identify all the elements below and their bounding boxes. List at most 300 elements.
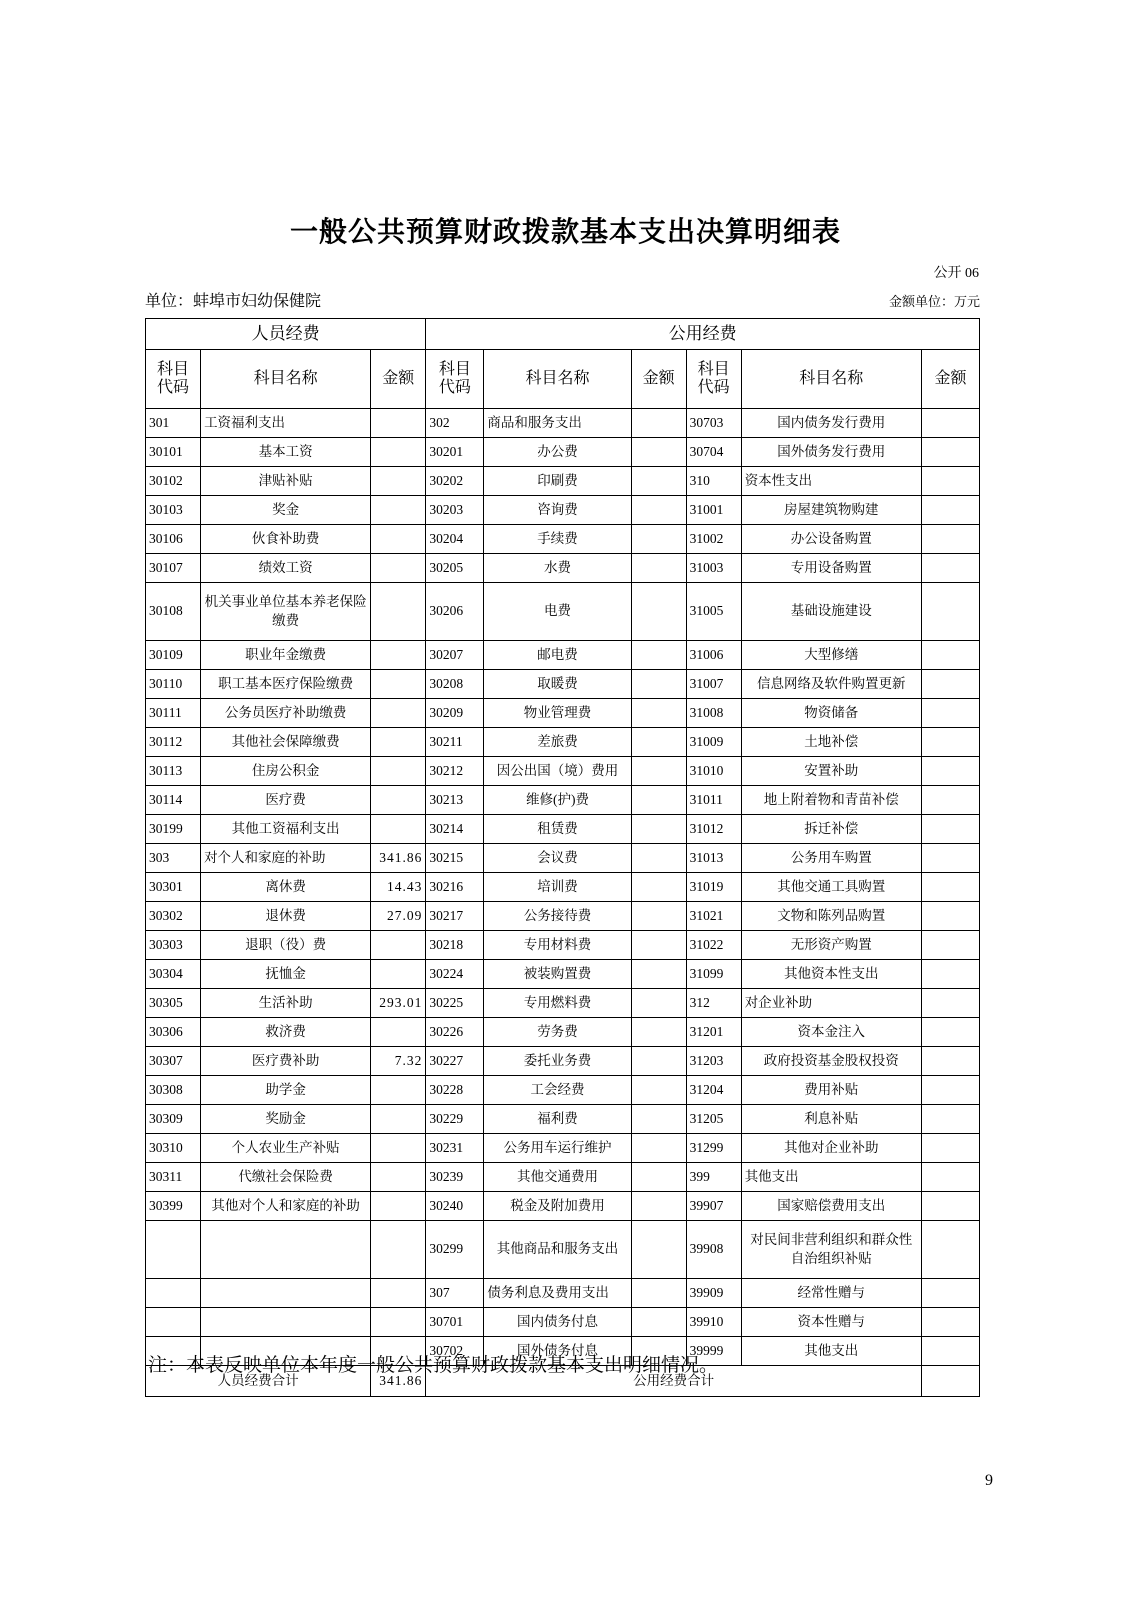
cell-subject-code-2: 302	[426, 409, 484, 438]
cell-subject-code-1: 30301	[146, 873, 201, 902]
cell-amount-3	[921, 786, 979, 815]
cell-amount-2	[631, 1192, 686, 1221]
cell-subject-code-1: 30308	[146, 1076, 201, 1105]
cell-amount-1: 7.32	[371, 1047, 426, 1076]
cell-subject-code-3: 31019	[686, 873, 741, 902]
cell-subject-name-3: 其他支出	[741, 1337, 921, 1366]
cell-amount-3	[921, 1308, 979, 1337]
col-header-amount-2: 金额	[631, 350, 686, 409]
cell-amount-3	[921, 902, 979, 931]
cell-subject-code-3: 31001	[686, 496, 741, 525]
cell-amount-2	[631, 641, 686, 670]
cell-subject-name-1: 其他对个人和家庭的补助	[201, 1192, 371, 1221]
cell-amount-1	[371, 1134, 426, 1163]
cell-subject-code-1	[146, 1279, 201, 1308]
cell-amount-2	[631, 467, 686, 496]
cell-subject-code-1: 30306	[146, 1018, 201, 1047]
table-row	[146, 1018, 980, 1047]
cell-subject-name-1: 退职（役）费	[201, 931, 371, 960]
cell-amount-1	[371, 728, 426, 757]
cell-subject-code-2: 30229	[426, 1105, 484, 1134]
cell-subject-name-2: 租赁费	[484, 815, 631, 844]
table-row	[146, 1134, 980, 1163]
cell-amount-2	[631, 1047, 686, 1076]
cell-subject-name-1: 职工基本医疗保险缴费	[201, 670, 371, 699]
cell-amount-2	[631, 1134, 686, 1163]
col-header-code-line2-2: 代码	[438, 379, 471, 396]
cell-subject-name-3: 国家赔偿费用支出	[741, 1192, 921, 1221]
table-row	[146, 467, 980, 496]
table-row	[146, 1192, 980, 1221]
public-total-amount	[921, 1366, 979, 1397]
cell-amount-2	[631, 1076, 686, 1105]
cell-subject-name-3: 无形资产购置	[741, 931, 921, 960]
cell-subject-name-1: 个人农业生产补贴	[201, 1134, 371, 1163]
cell-subject-code-3: 39910	[686, 1308, 741, 1337]
cell-subject-name-2: 工会经费	[484, 1076, 631, 1105]
cell-amount-1	[371, 1192, 426, 1221]
table-row	[146, 1163, 980, 1192]
table-head	[146, 319, 980, 409]
cell-subject-name-3: 安置补助	[741, 757, 921, 786]
public-total-label: 公用经费合计	[426, 1366, 922, 1397]
cell-amount-3	[921, 1221, 979, 1279]
col-header-amount-1: 金额	[371, 350, 426, 409]
cell-amount-3	[921, 409, 979, 438]
cell-subject-code-2: 30226	[426, 1018, 484, 1047]
cell-subject-code-1: 30114	[146, 786, 201, 815]
cell-subject-name-1: 伙食补助费	[201, 525, 371, 554]
cell-subject-name-2: 被装购置费	[484, 960, 631, 989]
cell-subject-code-1: 30303	[146, 931, 201, 960]
cell-subject-code-1: 30103	[146, 496, 201, 525]
cell-subject-name-2: 印刷费	[484, 467, 631, 496]
cell-subject-code-3: 31299	[686, 1134, 741, 1163]
cell-subject-code-2: 30205	[426, 554, 484, 583]
personnel-total-amount: 341.86	[371, 1366, 426, 1397]
column-header-row	[146, 350, 980, 409]
cell-subject-code-3: 30704	[686, 438, 741, 467]
cell-amount-3	[921, 757, 979, 786]
cell-subject-code-2: 30231	[426, 1134, 484, 1163]
table-row	[146, 1308, 980, 1337]
cell-subject-name-3: 文物和陈列品购置	[741, 902, 921, 931]
cell-subject-code-2: 30239	[426, 1163, 484, 1192]
cell-amount-2	[631, 1221, 686, 1279]
cell-subject-name-1: 津贴补贴	[201, 467, 371, 496]
cell-amount-3	[921, 583, 979, 641]
col-header-code-1	[146, 350, 201, 409]
col-header-code-line2-3: 代码	[697, 379, 730, 396]
cell-subject-name-1: 抚恤金	[201, 960, 371, 989]
table-row	[146, 815, 980, 844]
cell-amount-3	[921, 728, 979, 757]
cell-subject-code-2: 30225	[426, 989, 484, 1018]
cell-subject-name-1: 机关事业单位基本养老保险缴费	[201, 583, 371, 641]
cell-subject-name-1: 医疗费	[201, 786, 371, 815]
cell-subject-name-1: 医疗费补助	[201, 1047, 371, 1076]
cell-amount-1	[371, 1076, 426, 1105]
cell-subject-code-2: 30299	[426, 1221, 484, 1279]
cell-amount-2	[631, 409, 686, 438]
cell-subject-code-1: 30106	[146, 525, 201, 554]
cell-amount-1	[371, 815, 426, 844]
cell-subject-code-3: 31022	[686, 931, 741, 960]
cell-subject-code-2: 30206	[426, 583, 484, 641]
cell-amount-3	[921, 525, 979, 554]
cell-subject-name-3: 房屋建筑物购建	[741, 496, 921, 525]
col-header-name-2: 科目名称	[484, 350, 631, 409]
cell-subject-name-2: 维修(护)费	[484, 786, 631, 815]
cell-amount-2	[631, 873, 686, 902]
cell-amount-3	[921, 1076, 979, 1105]
cell-amount-1: 14.43	[371, 873, 426, 902]
cell-amount-2	[631, 931, 686, 960]
cell-subject-code-1: 30305	[146, 989, 201, 1018]
cell-subject-code-3: 31003	[686, 554, 741, 583]
cell-subject-code-2: 30216	[426, 873, 484, 902]
cell-subject-name-2: 咨询费	[484, 496, 631, 525]
cell-subject-code-3: 39909	[686, 1279, 741, 1308]
cell-subject-code-1: 303	[146, 844, 201, 873]
cell-subject-name-1	[201, 1221, 371, 1279]
cell-subject-code-2: 30227	[426, 1047, 484, 1076]
cell-amount-2	[631, 1279, 686, 1308]
cell-subject-code-3: 31011	[686, 786, 741, 815]
cell-amount-3	[921, 1018, 979, 1047]
cell-subject-code-1: 30310	[146, 1134, 201, 1163]
cell-subject-name-2: 办公费	[484, 438, 631, 467]
table-row	[146, 525, 980, 554]
table-note: 注：本表反映单位本年度一般公共预算财政拨款基本支出明细情况。	[148, 1355, 719, 1376]
cell-subject-name-2: 福利费	[484, 1105, 631, 1134]
cell-amount-3	[921, 844, 979, 873]
cell-subject-code-1: 30111	[146, 699, 201, 728]
cell-subject-name-1	[201, 1279, 371, 1308]
table-row	[146, 873, 980, 902]
cell-amount-1	[371, 496, 426, 525]
cell-subject-code-2: 30211	[426, 728, 484, 757]
cell-amount-2	[631, 670, 686, 699]
cell-subject-code-1: 30102	[146, 467, 201, 496]
cell-amount-2	[631, 699, 686, 728]
cell-subject-code-1: 30109	[146, 641, 201, 670]
personnel-total-label: 人员经费合计	[146, 1366, 371, 1397]
cell-amount-1	[371, 1018, 426, 1047]
cell-subject-code-3: 399	[686, 1163, 741, 1192]
cell-subject-code-2: 30702	[426, 1337, 484, 1366]
cell-subject-code-1: 301	[146, 409, 201, 438]
cell-subject-code-1: 30399	[146, 1192, 201, 1221]
col-header-code-2	[426, 350, 484, 409]
table-row	[146, 1279, 980, 1308]
cell-amount-1	[371, 583, 426, 641]
table-row	[146, 496, 980, 525]
cell-amount-3	[921, 1279, 979, 1308]
cell-subject-code-2: 30203	[426, 496, 484, 525]
cell-subject-name-3: 办公设备购置	[741, 525, 921, 554]
cell-amount-1	[371, 786, 426, 815]
cell-subject-code-3: 39907	[686, 1192, 741, 1221]
cell-subject-name-3: 其他对企业补助	[741, 1134, 921, 1163]
table-row	[146, 583, 980, 641]
cell-amount-1	[371, 554, 426, 583]
cell-subject-name-2: 电费	[484, 583, 631, 641]
cell-subject-name-3: 国内债务发行费用	[741, 409, 921, 438]
cell-subject-name-3: 物资储备	[741, 699, 921, 728]
cell-subject-name-2: 劳务费	[484, 1018, 631, 1047]
cell-subject-name-1: 助学金	[201, 1076, 371, 1105]
cell-subject-code-3: 39999	[686, 1337, 741, 1366]
cell-subject-name-2: 因公出国（境）费用	[484, 757, 631, 786]
unit-label: 单位：蚌埠市妇幼保健院	[145, 293, 322, 310]
cell-subject-name-3: 对民间非营利组织和群众性自治组织补贴	[741, 1221, 921, 1279]
cell-subject-name-1	[201, 1308, 371, 1337]
cell-subject-code-3: 31010	[686, 757, 741, 786]
cell-amount-1: 293.01	[371, 989, 426, 1018]
expenditure-detail-table	[145, 318, 980, 1397]
cell-amount-1	[371, 931, 426, 960]
cell-subject-code-3: 31021	[686, 902, 741, 931]
cell-subject-name-3: 大型修缮	[741, 641, 921, 670]
cell-subject-name-1: 奖励金	[201, 1105, 371, 1134]
cell-subject-name-3: 资本性支出	[741, 467, 921, 496]
cell-amount-3	[921, 1163, 979, 1192]
cell-subject-name-3: 公务用车购置	[741, 844, 921, 873]
cell-subject-code-2: 30208	[426, 670, 484, 699]
cell-subject-name-1: 代缴社会保险费	[201, 1163, 371, 1192]
cell-subject-code-1: 30302	[146, 902, 201, 931]
table-row	[146, 641, 980, 670]
cell-subject-code-1: 30113	[146, 757, 201, 786]
cell-subject-name-2: 会议费	[484, 844, 631, 873]
cell-subject-code-3: 31008	[686, 699, 741, 728]
cell-subject-code-2: 30215	[426, 844, 484, 873]
cell-subject-name-2: 委托业务费	[484, 1047, 631, 1076]
cell-amount-3	[921, 960, 979, 989]
page-title: 一般公共预算财政拨款基本支出决算明细表	[289, 216, 841, 247]
cell-amount-1	[371, 525, 426, 554]
cell-amount-2	[631, 989, 686, 1018]
col-header-name-3: 科目名称	[741, 350, 921, 409]
cell-subject-code-1: 30199	[146, 815, 201, 844]
cell-subject-name-1: 退休费	[201, 902, 371, 931]
cell-subject-name-2: 培训费	[484, 873, 631, 902]
cell-subject-name-3: 政府投资基金股权投资	[741, 1047, 921, 1076]
cell-subject-name-1: 基本工资	[201, 438, 371, 467]
cell-amount-1	[371, 1221, 426, 1279]
cell-subject-name-3: 拆迁补偿	[741, 815, 921, 844]
table-row	[146, 699, 980, 728]
cell-subject-name-2: 国外债务付息	[484, 1337, 631, 1366]
group-header-personnel: 人员经费	[146, 319, 426, 350]
cell-subject-name-1: 救济费	[201, 1018, 371, 1047]
cell-subject-name-3: 专用设备购置	[741, 554, 921, 583]
cell-subject-name-1: 离休费	[201, 873, 371, 902]
cell-subject-name-3: 资本性赠与	[741, 1308, 921, 1337]
cell-subject-code-3: 31006	[686, 641, 741, 670]
cell-amount-2	[631, 554, 686, 583]
cell-amount-1: 341.86	[371, 844, 426, 873]
cell-subject-name-2: 手续费	[484, 525, 631, 554]
cell-subject-name-1: 其他工资福利支出	[201, 815, 371, 844]
cell-subject-name-3: 地上附着物和青苗补偿	[741, 786, 921, 815]
cell-subject-name-1: 公务员医疗补助缴费	[201, 699, 371, 728]
table-row	[146, 786, 980, 815]
cell-subject-name-1: 工资福利支出	[201, 409, 371, 438]
cell-subject-code-1	[146, 1221, 201, 1279]
cell-amount-1	[371, 1163, 426, 1192]
cell-amount-3	[921, 699, 979, 728]
cell-subject-name-2: 其他商品和服务支出	[484, 1221, 631, 1279]
cell-subject-code-2: 30701	[426, 1308, 484, 1337]
cell-amount-3	[921, 1047, 979, 1076]
cell-amount-3	[921, 467, 979, 496]
cell-amount-3	[921, 1105, 979, 1134]
cell-subject-code-3: 31205	[686, 1105, 741, 1134]
cell-subject-name-1: 职业年金缴费	[201, 641, 371, 670]
cell-subject-name-2: 水费	[484, 554, 631, 583]
cell-subject-name-1: 其他社会保障缴费	[201, 728, 371, 757]
cell-subject-name-3: 经常性赠与	[741, 1279, 921, 1308]
cell-subject-name-3: 土地补偿	[741, 728, 921, 757]
cell-subject-code-1: 30307	[146, 1047, 201, 1076]
cell-subject-code-3: 312	[686, 989, 741, 1018]
cell-subject-code-3: 39908	[686, 1221, 741, 1279]
cell-amount-1	[371, 699, 426, 728]
cell-amount-1	[371, 1279, 426, 1308]
cell-subject-name-2: 邮电费	[484, 641, 631, 670]
cell-subject-name-3: 资本金注入	[741, 1018, 921, 1047]
table-row	[146, 1221, 980, 1279]
cell-amount-2	[631, 525, 686, 554]
cell-subject-name-2: 商品和服务支出	[484, 409, 631, 438]
cell-subject-code-3: 31013	[686, 844, 741, 873]
cell-amount-3	[921, 670, 979, 699]
cell-subject-code-2: 30218	[426, 931, 484, 960]
table-row	[146, 1076, 980, 1105]
cell-amount-1	[371, 641, 426, 670]
cell-subject-code-2: 30212	[426, 757, 484, 786]
cell-subject-name-1: 生活补助	[201, 989, 371, 1018]
cell-subject-code-3: 31201	[686, 1018, 741, 1047]
cell-subject-code-3: 310	[686, 467, 741, 496]
amount-unit-label: 金额单位：万元	[888, 294, 980, 309]
cell-subject-code-3: 31099	[686, 960, 741, 989]
page-number: 9	[985, 1472, 993, 1489]
table-row	[146, 409, 980, 438]
cell-amount-3	[921, 873, 979, 902]
cell-subject-code-3: 31204	[686, 1076, 741, 1105]
cell-subject-code-2: 30214	[426, 815, 484, 844]
cell-subject-code-1	[146, 1308, 201, 1337]
cell-subject-code-3: 31002	[686, 525, 741, 554]
cell-amount-1	[371, 467, 426, 496]
table-row	[146, 670, 980, 699]
cell-subject-code-1: 30304	[146, 960, 201, 989]
cell-subject-name-1: 住房公积金	[201, 757, 371, 786]
group-header-row	[146, 319, 980, 350]
cell-subject-code-2: 30217	[426, 902, 484, 931]
group-header-public: 公用经费	[426, 319, 980, 350]
cell-subject-name-2: 物业管理费	[484, 699, 631, 728]
cell-amount-2	[631, 815, 686, 844]
cell-amount-3	[921, 1192, 979, 1221]
cell-amount-2	[631, 583, 686, 641]
cell-subject-code-2: 30224	[426, 960, 484, 989]
cell-amount-2	[631, 757, 686, 786]
cell-subject-name-1: 奖金	[201, 496, 371, 525]
cell-amount-1	[371, 1308, 426, 1337]
cell-amount-2	[631, 728, 686, 757]
cell-subject-code-2: 30204	[426, 525, 484, 554]
cell-amount-1	[371, 1105, 426, 1134]
cell-subject-name-3: 其他支出	[741, 1163, 921, 1192]
cell-subject-name-3: 利息补贴	[741, 1105, 921, 1134]
table-row	[146, 960, 980, 989]
form-code-label: 公开 06	[933, 266, 979, 281]
cell-subject-name-2: 取暖费	[484, 670, 631, 699]
cell-subject-code-3: 31007	[686, 670, 741, 699]
table-row	[146, 931, 980, 960]
table-row	[146, 1105, 980, 1134]
cell-amount-3	[921, 931, 979, 960]
cell-subject-name-2: 公务接待费	[484, 902, 631, 931]
table-row	[146, 1047, 980, 1076]
cell-amount-2	[631, 1105, 686, 1134]
col-header-code-line1-2: 科目	[438, 360, 471, 378]
cell-amount-1	[371, 960, 426, 989]
table-row	[146, 757, 980, 786]
cell-subject-name-2: 公务用车运行维护	[484, 1134, 631, 1163]
cell-amount-2	[631, 496, 686, 525]
cell-amount-2	[631, 1163, 686, 1192]
cell-subject-code-1: 30107	[146, 554, 201, 583]
cell-subject-code-3: 31009	[686, 728, 741, 757]
cell-subject-name-2: 税金及附加费用	[484, 1192, 631, 1221]
cell-subject-code-2: 30207	[426, 641, 484, 670]
cell-subject-name-1: 绩效工资	[201, 554, 371, 583]
cell-subject-name-3: 基础设施建设	[741, 583, 921, 641]
cell-amount-3	[921, 989, 979, 1018]
cell-subject-code-3: 31005	[686, 583, 741, 641]
cell-subject-name-2: 国内债务付息	[484, 1308, 631, 1337]
cell-amount-2	[631, 786, 686, 815]
table-row	[146, 844, 980, 873]
cell-subject-name-2: 债务利息及费用支出	[484, 1279, 631, 1308]
cell-amount-3	[921, 496, 979, 525]
col-header-amount-3: 金额	[921, 350, 979, 409]
cell-amount-1	[371, 409, 426, 438]
cell-amount-1	[371, 670, 426, 699]
cell-subject-code-3: 31012	[686, 815, 741, 844]
cell-subject-name-2: 差旅费	[484, 728, 631, 757]
cell-amount-1	[371, 757, 426, 786]
cell-amount-2	[631, 1018, 686, 1047]
cell-subject-code-2: 30201	[426, 438, 484, 467]
cell-subject-name-3: 国外债务发行费用	[741, 438, 921, 467]
cell-subject-name-3: 其他交通工具购置	[741, 873, 921, 902]
cell-subject-code-2: 30209	[426, 699, 484, 728]
table-body	[146, 409, 980, 1366]
cell-subject-name-1: 对个人和家庭的补助	[201, 844, 371, 873]
table-row	[146, 554, 980, 583]
meta-row	[145, 288, 980, 311]
cell-subject-name-2: 专用燃料费	[484, 989, 631, 1018]
cell-subject-code-2: 30240	[426, 1192, 484, 1221]
cell-amount-1: 27.09	[371, 902, 426, 931]
cell-amount-2	[631, 844, 686, 873]
